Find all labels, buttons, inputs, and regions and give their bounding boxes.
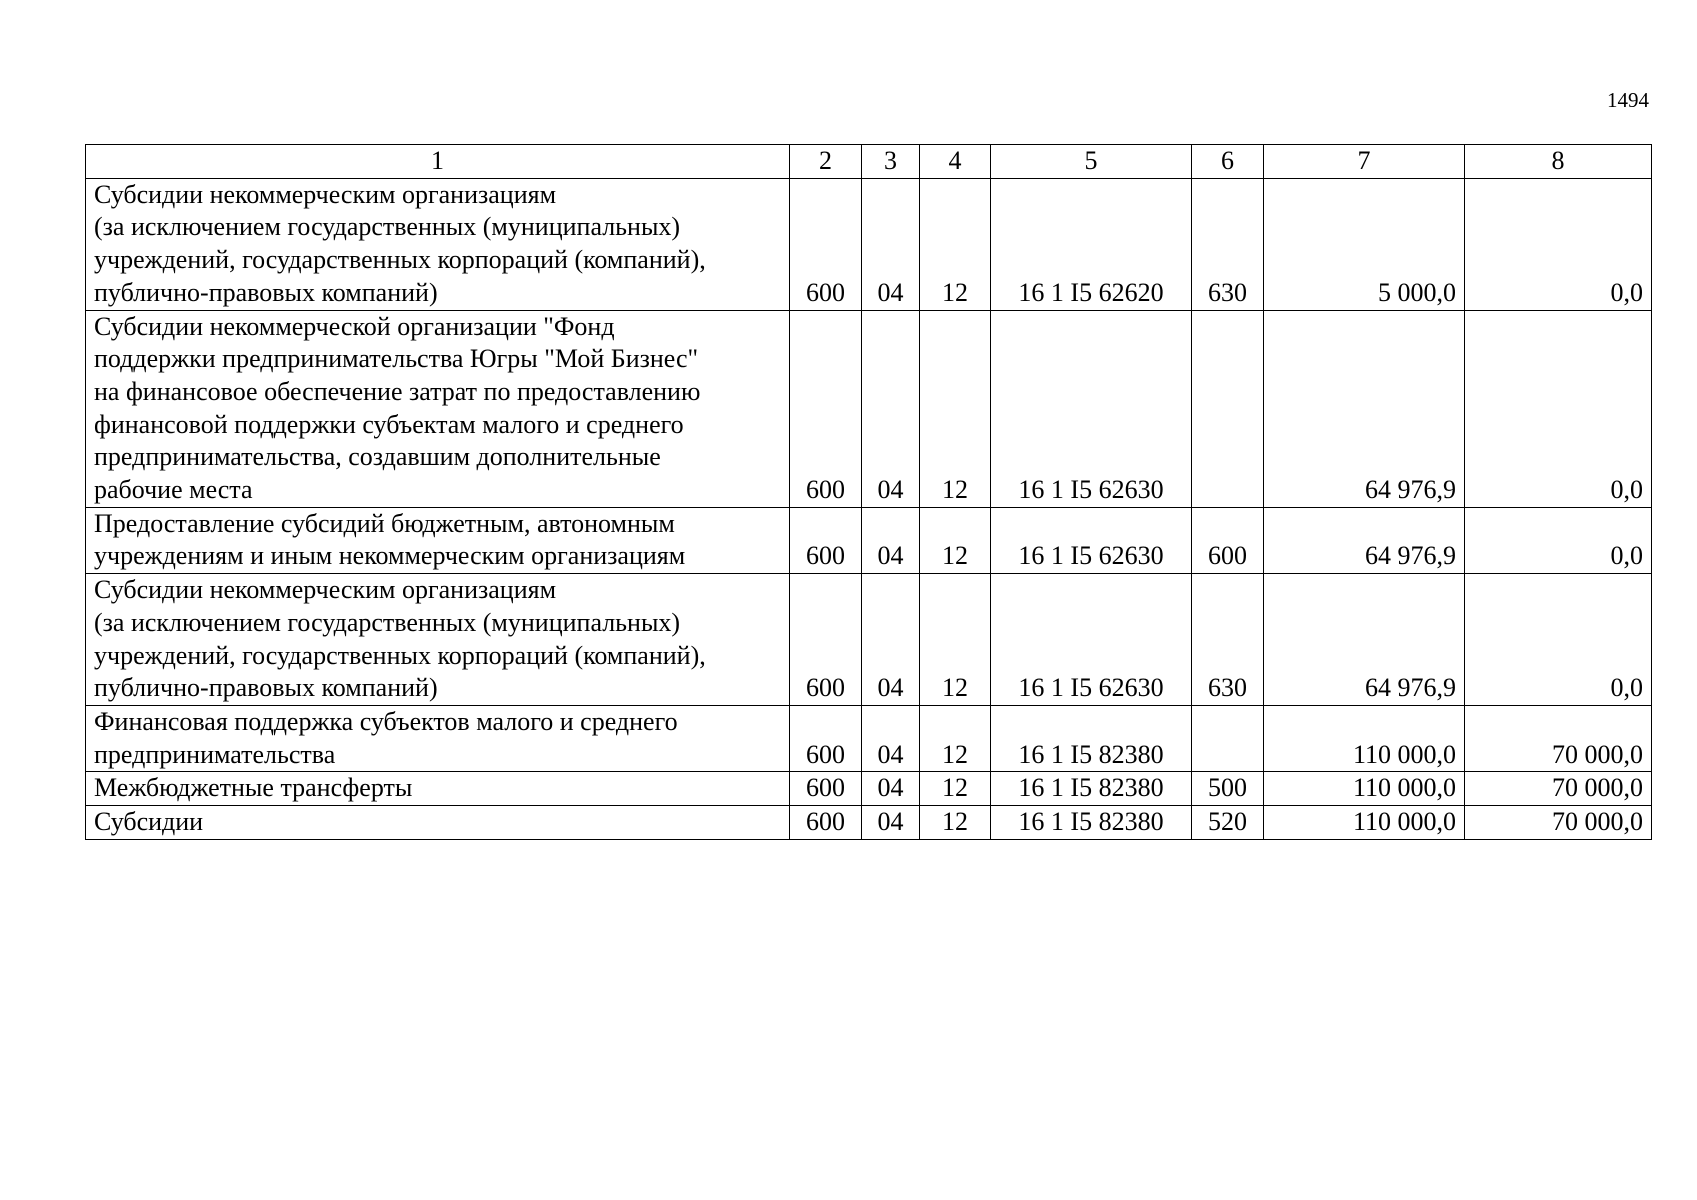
header-cell: 2 [790,145,862,179]
value-cell: 600 [790,178,862,310]
row-name-cell: Субсидии некоммерческим организациям (за исключением государственных (муниципальных) учреждений, государственных корпораций (компаний), публично-правовых компаний) [86,574,790,706]
amount-cell: 0,0 [1465,178,1652,310]
amount-cell: 5 000,0 [1264,178,1465,310]
amount-cell: 64 976,9 [1264,574,1465,706]
amount-cell: 110 000,0 [1264,772,1465,806]
value-cell: 04 [862,705,920,771]
amount-cell: 110 000,0 [1264,806,1465,840]
amount-cell: 0,0 [1465,310,1652,507]
value-cell: 04 [862,310,920,507]
value-cell: 600 [1192,507,1264,573]
value-cell: 04 [862,806,920,840]
value-cell: 12 [920,310,991,507]
value-cell: 12 [920,574,991,706]
value-cell: 12 [920,178,991,310]
table-row [86,574,1652,706]
table-row [86,310,1652,507]
table-row [86,507,1652,573]
value-cell: 12 [920,705,991,771]
value-cell: 12 [920,772,991,806]
amount-cell: 70 000,0 [1465,772,1652,806]
table-row [86,806,1652,840]
amount-cell: 0,0 [1465,574,1652,706]
value-cell: 600 [790,772,862,806]
value-cell: 630 [1192,178,1264,310]
value-cell: 16 1 I5 82380 [991,806,1192,840]
amount-cell: 64 976,9 [1264,310,1465,507]
row-name-cell: Предоставление субсидий бюджетным, автономным учреждениям и иным некоммерческим организациям [86,507,790,573]
value-cell: 16 1 I5 82380 [991,772,1192,806]
value-cell: 04 [862,507,920,573]
row-name-cell: Субсидии некоммерческим организациям (за исключением государственных (муниципальных) учреждений, государственных корпораций (компаний), публично-правовых компаний) [86,178,790,310]
value-cell: 04 [862,574,920,706]
value-cell: 12 [920,806,991,840]
row-name-cell: Субсидии [86,806,790,840]
amount-cell: 0,0 [1465,507,1652,573]
amount-cell: 70 000,0 [1465,806,1652,840]
header-cell: 8 [1465,145,1652,179]
value-cell: 520 [1192,806,1264,840]
value-cell: 600 [790,705,862,771]
value-cell [1192,705,1264,771]
value-cell: 16 1 I5 62630 [991,310,1192,507]
table-row [86,178,1652,310]
row-name-cell: Межбюджетные трансферты [86,772,790,806]
value-cell: 600 [790,310,862,507]
value-cell: 500 [1192,772,1264,806]
value-cell: 12 [920,507,991,573]
header-cell: 4 [920,145,991,179]
value-cell: 630 [1192,574,1264,706]
value-cell: 600 [790,507,862,573]
header-cell: 1 [86,145,790,179]
value-cell: 600 [790,574,862,706]
value-cell [1192,310,1264,507]
table-row [86,772,1652,806]
header-cell: 6 [1192,145,1264,179]
value-cell: 04 [862,178,920,310]
amount-cell: 70 000,0 [1465,705,1652,771]
value-cell: 16 1 I5 82380 [991,705,1192,771]
value-cell: 16 1 I5 62630 [991,574,1192,706]
amount-cell: 64 976,9 [1264,507,1465,573]
value-cell: 04 [862,772,920,806]
page-number: 1494 [1607,88,1649,112]
table-row [86,705,1652,771]
row-name-cell: Финансовая поддержка субъектов малого и среднего предпринимательства [86,705,790,771]
budget-table [85,144,1652,840]
header-cell: 5 [991,145,1192,179]
amount-cell: 110 000,0 [1264,705,1465,771]
value-cell: 16 1 I5 62620 [991,178,1192,310]
header-cell: 7 [1264,145,1465,179]
row-name-cell: Субсидии некоммерческой организации "Фонд поддержки предпринимательства Югры "Мой Бизнес" на финансовое обеспечение затрат по предоставлению финансовой поддержки субъектам малого и среднего предпринимательства, создавшим дополнительные рабочие места [86,310,790,507]
value-cell: 16 1 I5 62630 [991,507,1192,573]
value-cell: 600 [790,806,862,840]
table-header-row [86,145,1652,179]
header-cell: 3 [862,145,920,179]
